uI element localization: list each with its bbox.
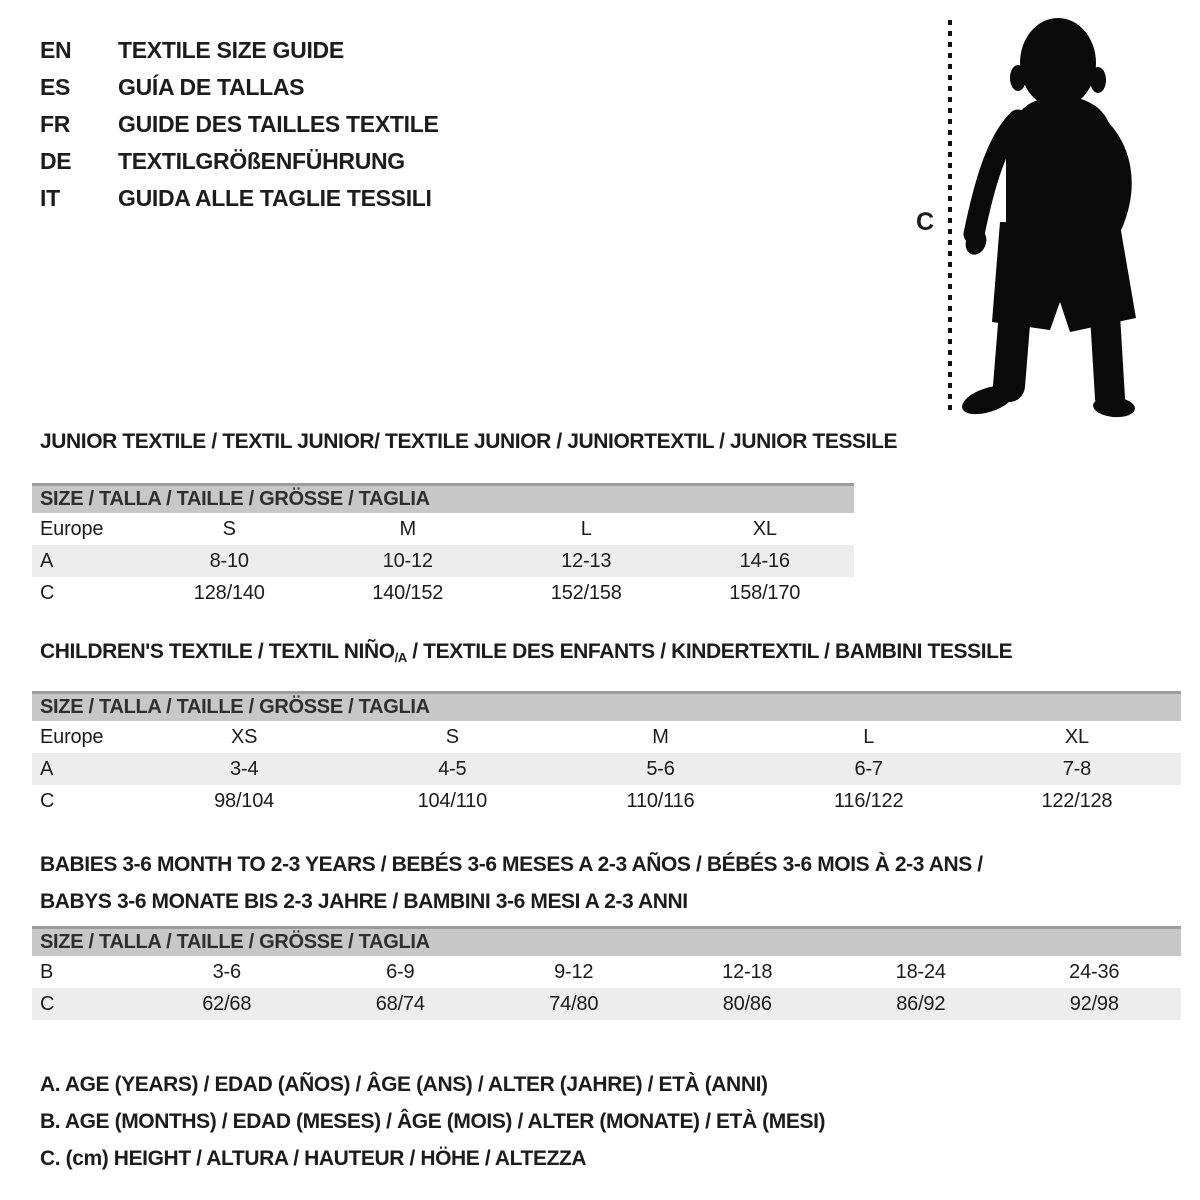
table-cell: 98/104 [214,789,275,812]
table-cell: 116/122 [833,789,904,812]
babies-row-months [32,956,1181,988]
table-cell: XL [752,517,777,540]
babies-title-line1: BABIES 3-6 MONTH TO 2-3 YEARS / BEBÉS 3-6 MESES A 2-3 AÑOS / BÉBÉS 3-6 MOIS À 2-3 ANS / [40,853,983,876]
table-cell: 86/92 [896,992,946,1015]
table-cell: 10-12 [382,549,433,572]
table-cell: L [863,725,875,748]
children-row-age [32,753,1181,785]
row-label: C [40,581,55,604]
table-cell: 9-12 [554,960,594,983]
legend-line-a: A. AGE (YEARS) / EDAD (AÑOS) / ÂGE (ANS) / ALTER (JAHRE) / ETÀ (ANNI) [40,1073,768,1096]
junior-section-title: JUNIOR TEXTILE / TEXTIL JUNIOR/ TEXTILE JUNIOR / JUNIORTEXTIL / JUNIOR TESSILE [40,430,898,453]
row-label: Europe [40,517,104,540]
table-cell: M [399,517,416,540]
junior-row-age [32,545,854,577]
children-row-europe [32,721,1181,753]
lang-code-it: IT [40,185,60,211]
lang-code-fr: FR [40,111,71,137]
junior-row-europe [32,513,854,545]
row-label: Europe [40,725,104,748]
table-cell: 110/116 [626,789,695,812]
lang-row-de [40,143,439,180]
lang-row-it [40,180,439,217]
table-cell: 158/170 [729,581,801,604]
babies-table-header-bar: SIZE / TALLA / TAILLE / GRÖSSE / TAGLIA [32,926,1181,956]
table-cell: 5-6 [646,757,675,780]
children-table-header-bar: SIZE / TALLA / TAILLE / GRÖSSE / TAGLIA [32,691,1181,721]
table-cell: 6-7 [854,757,883,780]
lang-label-it: GUIDA ALLE TAGLIE TESSILI [118,185,432,211]
table-cell: 3-6 [212,960,241,983]
babies-section-title [40,846,1170,920]
silhouette-head [1020,18,1096,108]
table-cell: 122/128 [1041,789,1113,812]
lang-row-es [40,69,439,106]
lang-label-es: GUÍA DE TALLAS [118,74,305,100]
table-cell: 140/152 [372,581,444,604]
table-cell: S [445,725,459,748]
lang-code-de: DE [40,148,72,174]
table-cell: 3-4 [229,757,259,780]
table-cell: 12-18 [722,960,773,983]
junior-table-header-bar: SIZE / TALLA / TAILLE / GRÖSSE / TAGLIA [32,483,854,513]
table-cell: XL [1064,725,1089,748]
table-cell: S [222,517,236,540]
lang-code-es: ES [40,74,71,100]
language-title-list [40,32,439,217]
table-cell: 8-10 [209,549,249,572]
children-title-subscript: /A [394,650,407,665]
lang-label-en: TEXTILE SIZE GUIDE [118,37,344,63]
row-label: C [40,992,55,1015]
table-cell: 6-9 [386,960,415,983]
lang-row-fr [40,106,439,143]
table-cell: 152/158 [550,581,622,604]
toddler-silhouette [900,0,1200,440]
table-cell: 12-13 [561,549,612,572]
children-section-title [40,640,1012,665]
table-cell: 92/98 [1069,992,1119,1015]
table-cell: 80/86 [722,992,772,1015]
lang-code-en: EN [40,37,72,63]
row-label: A [40,549,54,572]
height-marker-label: C [916,208,935,236]
table-cell: M [652,725,669,748]
legend-line-b: B. AGE (MONTHS) / EDAD (MESES) / ÂGE (MOIS) / ALTER (MONATE) / ETÀ (MESI) [40,1110,826,1133]
babies-row-height [32,988,1181,1020]
legend [40,1066,825,1177]
children-size-table [32,691,1181,817]
legend-line-c: C. (cm) HEIGHT / ALTURA / HAUTEUR / HÖHE / ALTEZZA [40,1147,587,1170]
table-cell: 74/80 [549,992,599,1015]
row-label: A [40,757,54,780]
babies-title-line2: BABYS 3-6 MONATE BIS 2-3 JAHRE / BAMBINI 3-6 MESI A 2-3 ANNI [40,890,688,913]
table-cell: 7-8 [1062,757,1092,780]
table-cell: 62/68 [202,992,252,1015]
table-cell: 18-24 [895,960,946,983]
table-cell: 104/110 [417,789,487,812]
row-label: B [40,960,54,983]
junior-size-table [32,483,854,609]
table-cell: 68/74 [375,992,425,1015]
junior-row-height [32,577,854,609]
children-title-prefix: CHILDREN'S TEXTILE / TEXTIL NIÑO [40,640,395,663]
lang-row-en [40,32,439,69]
babies-size-table [32,926,1181,1020]
table-cell: 4-5 [438,757,467,780]
table-cell: 24-36 [1069,960,1120,983]
row-label: C [40,789,55,812]
children-row-height [32,785,1181,817]
lang-label-de: TEXTILGRÖßENFÜHRUNG [118,148,405,174]
children-title-suffix: / TEXTILE DES ENFANTS / KINDERTEXTIL / BAMBINI TESSILE [406,640,1013,663]
table-cell: XS [230,725,258,748]
table-cell: 128/140 [193,581,265,604]
table-cell: 14-16 [739,549,790,572]
lang-label-fr: GUIDE DES TAILLES TEXTILE [118,111,439,137]
table-cell: L [580,517,592,540]
